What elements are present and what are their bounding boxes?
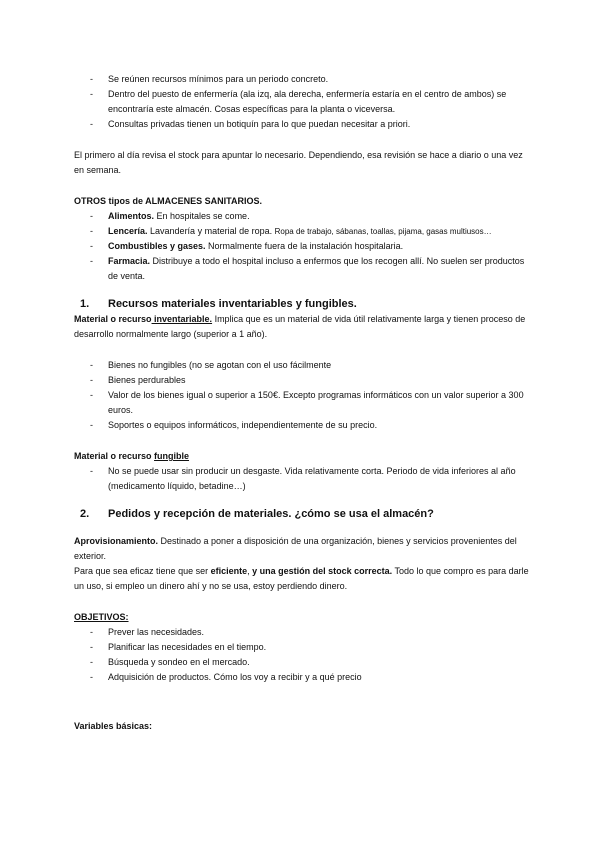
term-inventariable: inventariable. bbox=[151, 314, 213, 324]
list-item: - Dentro del puesto de enfermería (ala izq, ala derecha, enfermería estaría en el centro de ambos) se encontraría este almacén. Cosas específicas para la planta o viceversa. bbox=[74, 87, 534, 117]
inventariable-definition bbox=[74, 312, 534, 342]
term-gestion-stock: y una gestión del stock correcta. bbox=[252, 566, 393, 576]
text-run: Para que sea eficaz tiene que ser bbox=[74, 566, 211, 576]
eficacia-paragraph bbox=[74, 564, 534, 594]
list-item bbox=[74, 224, 534, 239]
item-extra: Ropa de trabajo, sábanas, toallas, pijama, gasas multiusos… bbox=[274, 227, 492, 236]
section-title: Pedidos y recepción de materiales. ¿cómo se usa el almacén? bbox=[108, 508, 434, 520]
term-prefix: Material o recurso bbox=[74, 451, 155, 461]
text-run: , bbox=[247, 566, 253, 576]
term-prefix: Material o recurso bbox=[74, 314, 152, 324]
item-text: En hospitales se come. bbox=[154, 211, 250, 221]
intro-list bbox=[74, 72, 534, 132]
list-item: - Se reúnen recursos mínimos para un periodo concreto. bbox=[74, 72, 534, 87]
definition-text: Destinado a poner a disposición de una organización, bienes y servicios provenientes del exterior. bbox=[74, 536, 517, 561]
list-item: - Bienes perdurables bbox=[74, 373, 534, 388]
otros-heading: OTROS tipos de ALMACENES SANITARIOS. bbox=[74, 196, 263, 206]
list-item: - Soportes o equipos informáticos, independientemente de su precio. bbox=[74, 418, 534, 433]
list-item: - Búsqueda y sondeo en el mercado. bbox=[74, 655, 534, 670]
section-2-heading bbox=[74, 506, 534, 522]
objetivos-heading: OBJETIVOS: bbox=[74, 612, 129, 622]
term-eficiente: eficiente bbox=[210, 566, 248, 576]
definition-text: Implica que es un material de vida útil relativamente larga y tienen proceso de desarrollo normalmente largo (superior a 1 año). bbox=[74, 314, 526, 339]
list-item: - Prever las necesidades. bbox=[74, 625, 534, 640]
inventariable-list bbox=[74, 358, 534, 433]
list-item: - Planificar las necesidades en el tiempo. bbox=[74, 640, 534, 655]
list-item: - Consultas privadas tienen un botiquín para lo que puedan necesitar a priori. bbox=[74, 117, 534, 132]
fungible-definition-heading bbox=[74, 449, 534, 464]
item-term: Lencería. bbox=[108, 226, 148, 236]
fungible-list bbox=[74, 464, 534, 494]
term-fungible: fungible bbox=[154, 451, 190, 461]
text-run: Todo lo que compro es para darle un uso, si empleo un dinero ahí y no se usa, estoy perdiendo dinero. bbox=[74, 566, 529, 591]
list-item: - Bienes no fungibles (no se agotan con el uso fácilmente bbox=[74, 358, 534, 373]
list-item: - No se puede usar sin producir un desgaste. Vida relativamente corta. Periodo de vida inferiores al año (medicamento líquido, betadine…) bbox=[74, 464, 534, 494]
list-item bbox=[74, 239, 534, 254]
item-term: Alimentos. bbox=[108, 211, 155, 221]
list-item: - Valor de los bienes igual o superior a 150€. Excepto programas informáticos con un valor superior a 300 euros. bbox=[74, 388, 534, 418]
item-text: Normalmente fuera de la instalación hospitalaria. bbox=[205, 241, 404, 251]
item-text: Distribuye a todo el hospital incluso a enfermos que los recogen allí. No suelen ser productos de venta. bbox=[108, 256, 525, 281]
item-term: Combustibles y gases. bbox=[108, 241, 206, 251]
otros-list bbox=[74, 209, 534, 284]
section-title: Recursos materiales inventariables y fungibles. bbox=[108, 298, 357, 310]
section-1-heading bbox=[74, 296, 534, 312]
list-item: - Adquisición de productos. Cómo los voy a recibir y a qué precio bbox=[74, 670, 534, 685]
variables-heading: Variables básicas: bbox=[74, 721, 153, 731]
item-term: Farmacia. bbox=[108, 256, 151, 266]
section-number: 1. bbox=[80, 298, 90, 310]
stock-review-paragraph: El primero al día revisa el stock para apuntar lo necesario. Dependiendo, esa revisión se hace a diario o una vez en semana. bbox=[74, 150, 523, 175]
item-text: Lavandería y material de ropa. bbox=[147, 226, 275, 236]
list-item bbox=[74, 254, 534, 284]
term-aprovisionamiento: Aprovisionamiento. bbox=[74, 536, 159, 546]
aprovisionamiento-paragraph bbox=[74, 534, 534, 564]
list-item bbox=[74, 209, 534, 224]
document-content bbox=[74, 72, 534, 734]
section-number: 2. bbox=[80, 508, 90, 520]
objetivos-list bbox=[74, 625, 534, 685]
